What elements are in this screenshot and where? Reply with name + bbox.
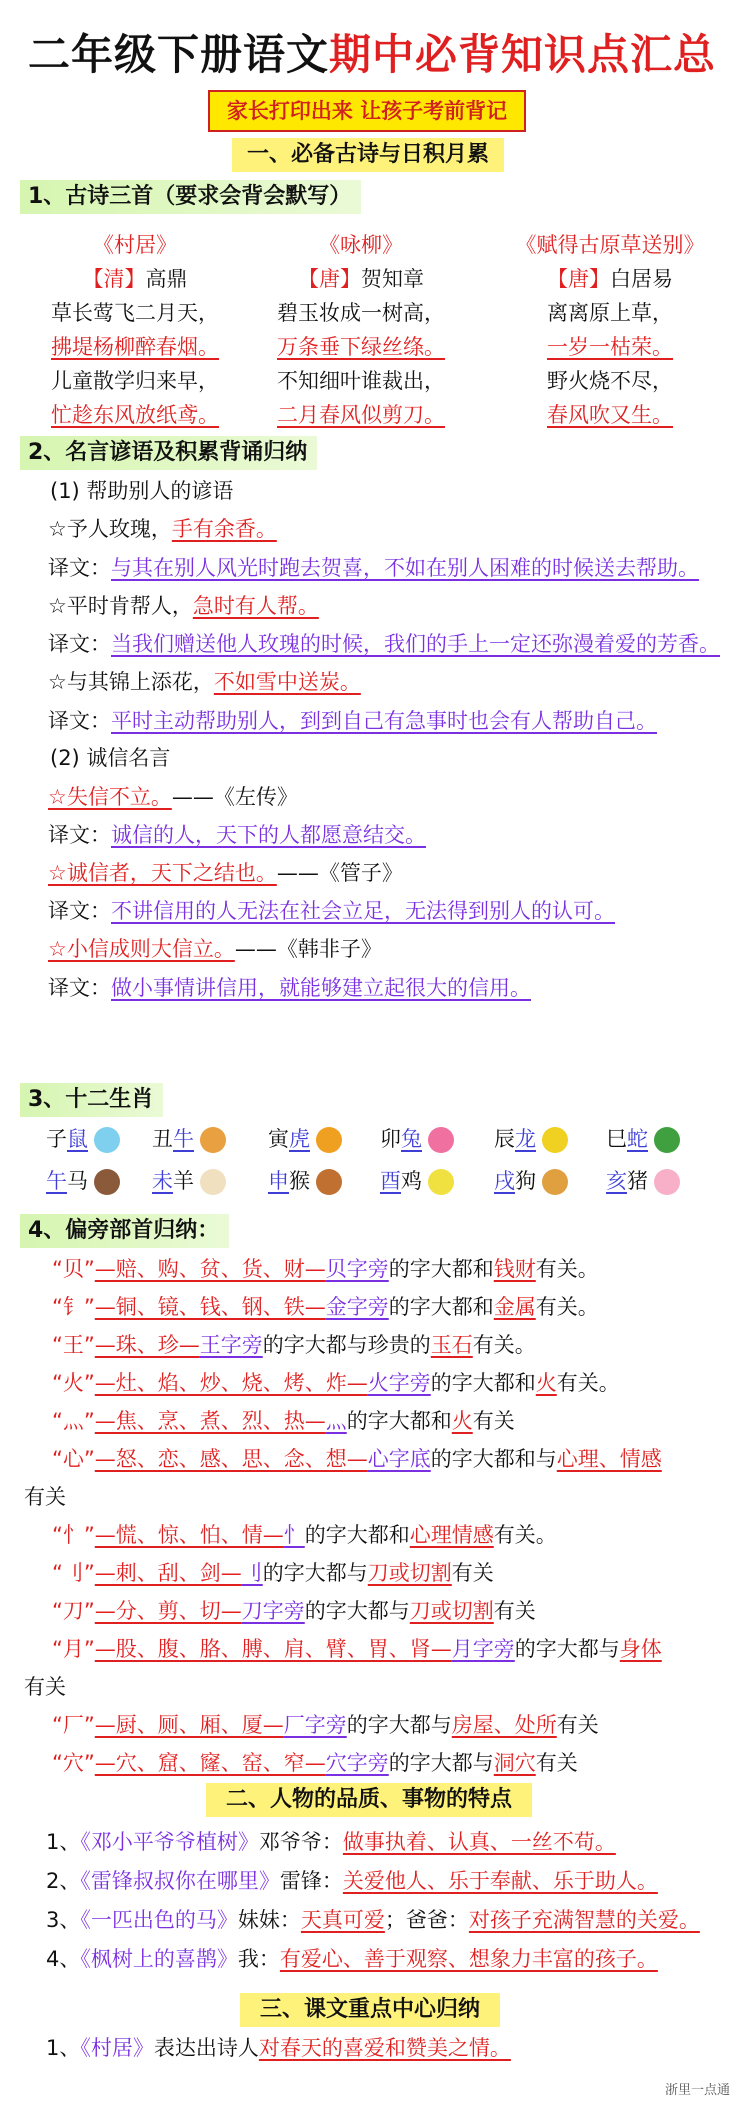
poem-line: 离离原上草， [547,301,673,325]
radical-row-wrap: 有关 [24,1485,66,1509]
zodiac-item: 辰龙 [494,1124,568,1154]
rabbit-icon [428,1127,454,1153]
poem-line: 野火烧不尽， [547,369,673,393]
zodiac-item: 午马 [46,1166,120,1196]
translation-line: 译文：平时主动帮助别人，到到自己有急事时也会有人帮助自己。 [48,709,657,733]
poem-title: 《咏柳》 [319,233,403,257]
character-trait-row: 1、《邓小平爷爷植树》邓爷爷：做事执着、认真、一丝不苟。 [46,1830,616,1854]
character-trait-row: 2、《雷锋叔叔你在哪里》雷锋：关爱他人、乐于奉献、乐于助人。 [46,1869,658,1893]
poem-title: 《赋得古原草送别》 [515,233,705,257]
subheading-zodiac: 3、十二生肖 [20,1083,163,1117]
radical-row: “厂”—厨、厕、厢、厦—厂字旁的字大都与房屋、处所有关 [52,1713,599,1737]
translation-line: 译文：当我们赠送他人玫瑰的时候，我们的手上一定还弥漫着爱的芳香。 [48,632,720,656]
ox-icon [200,1127,226,1153]
zodiac-item: 丑牛 [152,1124,226,1154]
radical-row: “刂”—刺、刮、剑—刂的字大都与刀或切割有关 [52,1561,494,1585]
subtitle-banner: 家长打印出来 让孩子考前背记 [208,90,526,132]
poem-line: 儿童散学归来早， [51,369,219,393]
poem-cunju [30,228,240,432]
poem-dynasty: 【清】 [82,267,146,291]
zodiac-item: 申猴 [268,1166,342,1196]
subheading-radicals: 4、偏旁部首归纳： [20,1214,229,1248]
poem-line: 春风吹又生。 [547,403,673,427]
zodiac-item: 酉鸡 [380,1166,454,1196]
radical-row: “火”—灶、焰、炒、烧、烤、炸—火字旁的字大都和火有关。 [52,1371,620,1395]
character-trait-row: 4、《枫树上的喜鹊》我：有爱心、善于观察、想象力丰富的孩子。 [46,1947,658,1971]
section-heading-3: 三、课文重点中心归纳 [240,1993,500,2027]
poem-line: 忙趁东风放纸鸢。 [51,403,219,427]
poem-title: 《村居》 [93,233,177,257]
subheading-poems: 1、古诗三首（要求会背会默写） [20,180,361,214]
dragon-icon [542,1127,568,1153]
poem-line: 一岁一枯荣。 [547,335,673,359]
translation-line: 译文：不讲信用的人无法在社会立足，无法得到别人的认可。 [48,899,615,923]
zodiac-item: 巳蛇 [606,1124,680,1154]
zodiac-item: 子鼠 [46,1124,120,1154]
pig-icon [654,1169,680,1195]
radical-row: “忄”—慌、惊、怕、情—忄的字大都和心理情感有关。 [52,1523,557,1547]
poem-dynasty: 【唐】 [298,267,361,291]
quote-line: ☆诚信者，天下之结也。——《管子》 [48,861,403,885]
radical-row: “灬”—焦、烹、煮、烈、热—灬的字大都和火有关 [52,1409,515,1433]
horse-icon [94,1169,120,1195]
poem-fudegu [490,228,730,432]
radical-row: “穴”—穴、窟、窿、窑、窄—穴字旁的字大都与洞穴有关 [52,1751,578,1775]
translation-line: 译文：诚信的人，天下的人都愿意结交。 [48,823,426,847]
translation-line: 译文：与其在别人风光时跑去贺喜，不如在别人困难的时候送去帮助。 [48,556,699,580]
radical-row: “月”—股、腹、胳、膊、肩、臂、胃、肾—月字旁的字大都与身体 [52,1637,662,1661]
snake-icon [654,1127,680,1153]
quote-line: ☆与其锦上添花，不如雪中送炭。 [48,670,361,694]
zodiac-item: 亥猪 [606,1166,680,1196]
poem-line: 碧玉妆成一树高， [277,301,445,325]
poem-author: 白居易 [610,267,673,291]
section-heading-2: 二、人物的品质、事物的特点 [206,1783,532,1817]
radical-row: “王”—珠、珍—王字旁的字大都与珍贵的玉石有关。 [52,1333,536,1357]
zodiac-item: 寅虎 [268,1124,342,1154]
translation-line: 译文：做小事情讲信用，就能够建立起很大的信用。 [48,976,531,1000]
mouse-icon [94,1127,120,1153]
radical-row: “贝”—赔、购、贫、货、财—贝字旁的字大都和钱财有关。 [52,1257,599,1281]
quotes-group-2-heading: (2) 诚信名言 [50,746,171,770]
zodiac-item: 未羊 [152,1166,226,1196]
poem-line: 二月春风似剪刀。 [277,403,445,427]
zodiac-item: 卯兔 [380,1124,454,1154]
poem-line: 不知细叶谁裁出， [277,369,445,393]
character-trait-row: 3、《一匹出色的马》妹妹：天真可爱；爸爸：对孩子充满智慧的关爱。 [46,1908,700,1932]
page-title: 二年级下册语文期中必背知识点汇总 [27,30,717,79]
rooster-icon [428,1169,454,1195]
watermark: 浙里一点通 [664,2083,730,2098]
quote-line: ☆予人玫瑰，手有余香。 [48,517,277,541]
sheep-icon [200,1169,226,1195]
center-line: 1、《村居》表达出诗人对春天的喜爱和赞美之情。 [46,2036,511,2060]
tiger-icon [316,1127,342,1153]
quote-line: ☆小信成则大信立。——《韩非子》 [48,937,382,961]
section-heading-1: 一、必备古诗与日积月累 [232,138,504,172]
radical-row: “刀”—分、剪、切—刀字旁的字大都与刀或切割有关 [52,1599,536,1623]
poem-line: 草长莺飞二月天， [51,301,219,325]
radical-row-wrap: 有关 [24,1675,66,1699]
poem-author: 贺知章 [361,267,424,291]
radical-row: “钅”—铜、镜、钱、钢、铁—金字旁的字大都和金属有关。 [52,1295,599,1319]
poem-line: 万条垂下绿丝绦。 [277,335,445,359]
radical-row: “心”—怒、恋、感、思、念、想—心字底的字大都和与心理、情感 [52,1447,662,1471]
quotes-group-1-heading: (1) 帮助别人的谚语 [50,479,234,503]
subheading-quotes: 2、名言谚语及积累背诵归纳 [20,436,317,470]
poem-line: 拂堤杨柳醉春烟。 [51,335,219,359]
quote-line: ☆平时肯帮人，急时有人帮。 [48,594,319,618]
poem-author: 高鼎 [145,267,188,291]
poem-yongliu [256,228,466,432]
dog-icon [542,1169,568,1195]
zodiac-item: 戌狗 [494,1166,568,1196]
quote-line: ☆失信不立。——《左传》 [48,785,298,809]
monkey-icon [316,1169,342,1195]
poem-dynasty: 【唐】 [547,267,610,291]
